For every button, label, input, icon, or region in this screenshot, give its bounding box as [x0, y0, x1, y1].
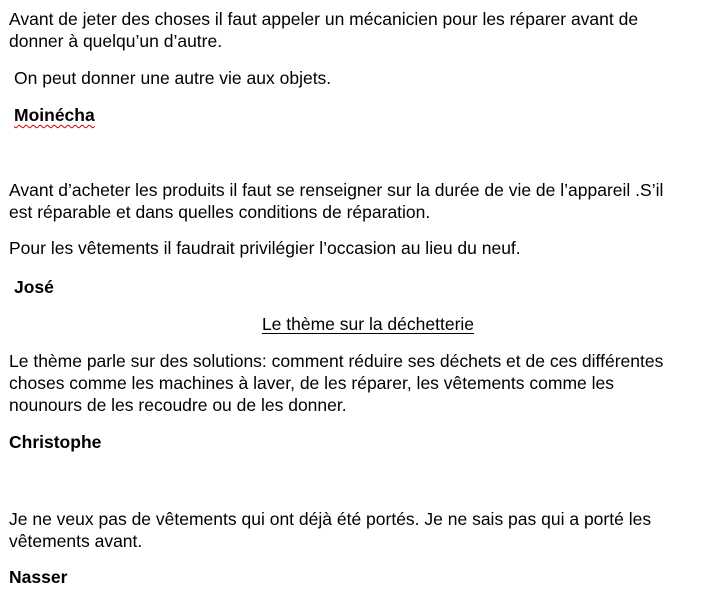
paragraph-lifespan-line-1: Avant d’acheter les produits il faut se renseigner sur la durée de vie de l’appareil .S’il: [9, 180, 664, 200]
paragraph-secondhand: Pour les vêtements il faudrait privilégier l’occasion au lieu du neuf.: [9, 238, 521, 258]
paragraph-repair-line-2: donner à quelqu’un d’autre.: [9, 31, 223, 51]
paragraph-theme-line-2: choses comme les machines à laver, de les réparer, les vêtements comme les: [9, 373, 614, 393]
paragraph-repair-line-1: Avant de jeter des choses il faut appeler un mécanicien pour les réparer avant de: [9, 9, 639, 29]
author-name-nasser: Nasser: [9, 567, 68, 587]
paragraph-clothes-line-1: Je ne veux pas de vêtements qui ont déjà été portés. Je ne sais pas qui a porté les: [9, 509, 652, 529]
paragraph-theme-line-1: Le thème parle sur des solutions: comment réduire ses déchets et de ces différentes: [9, 351, 664, 371]
section-title: [0, 313, 724, 335]
paragraph-theme-line-3: nounours de les recoudre ou de les donner.: [9, 395, 347, 415]
author-name-christophe: Christophe: [9, 432, 102, 452]
paragraph-second-life: On peut donner une autre vie aux objets.: [14, 68, 332, 88]
paragraph-clothes-line-2: vêtements avant.: [9, 531, 143, 551]
paragraph-lifespan-line-2: est réparable et dans quelles conditions de réparation.: [9, 202, 431, 222]
author-name-jose: José: [14, 277, 54, 297]
author-name-moinecha: [14, 104, 95, 126]
section-title-text: Le thème sur la déchetterie: [261, 314, 475, 334]
author-name-text: Moinécha: [14, 105, 95, 125]
